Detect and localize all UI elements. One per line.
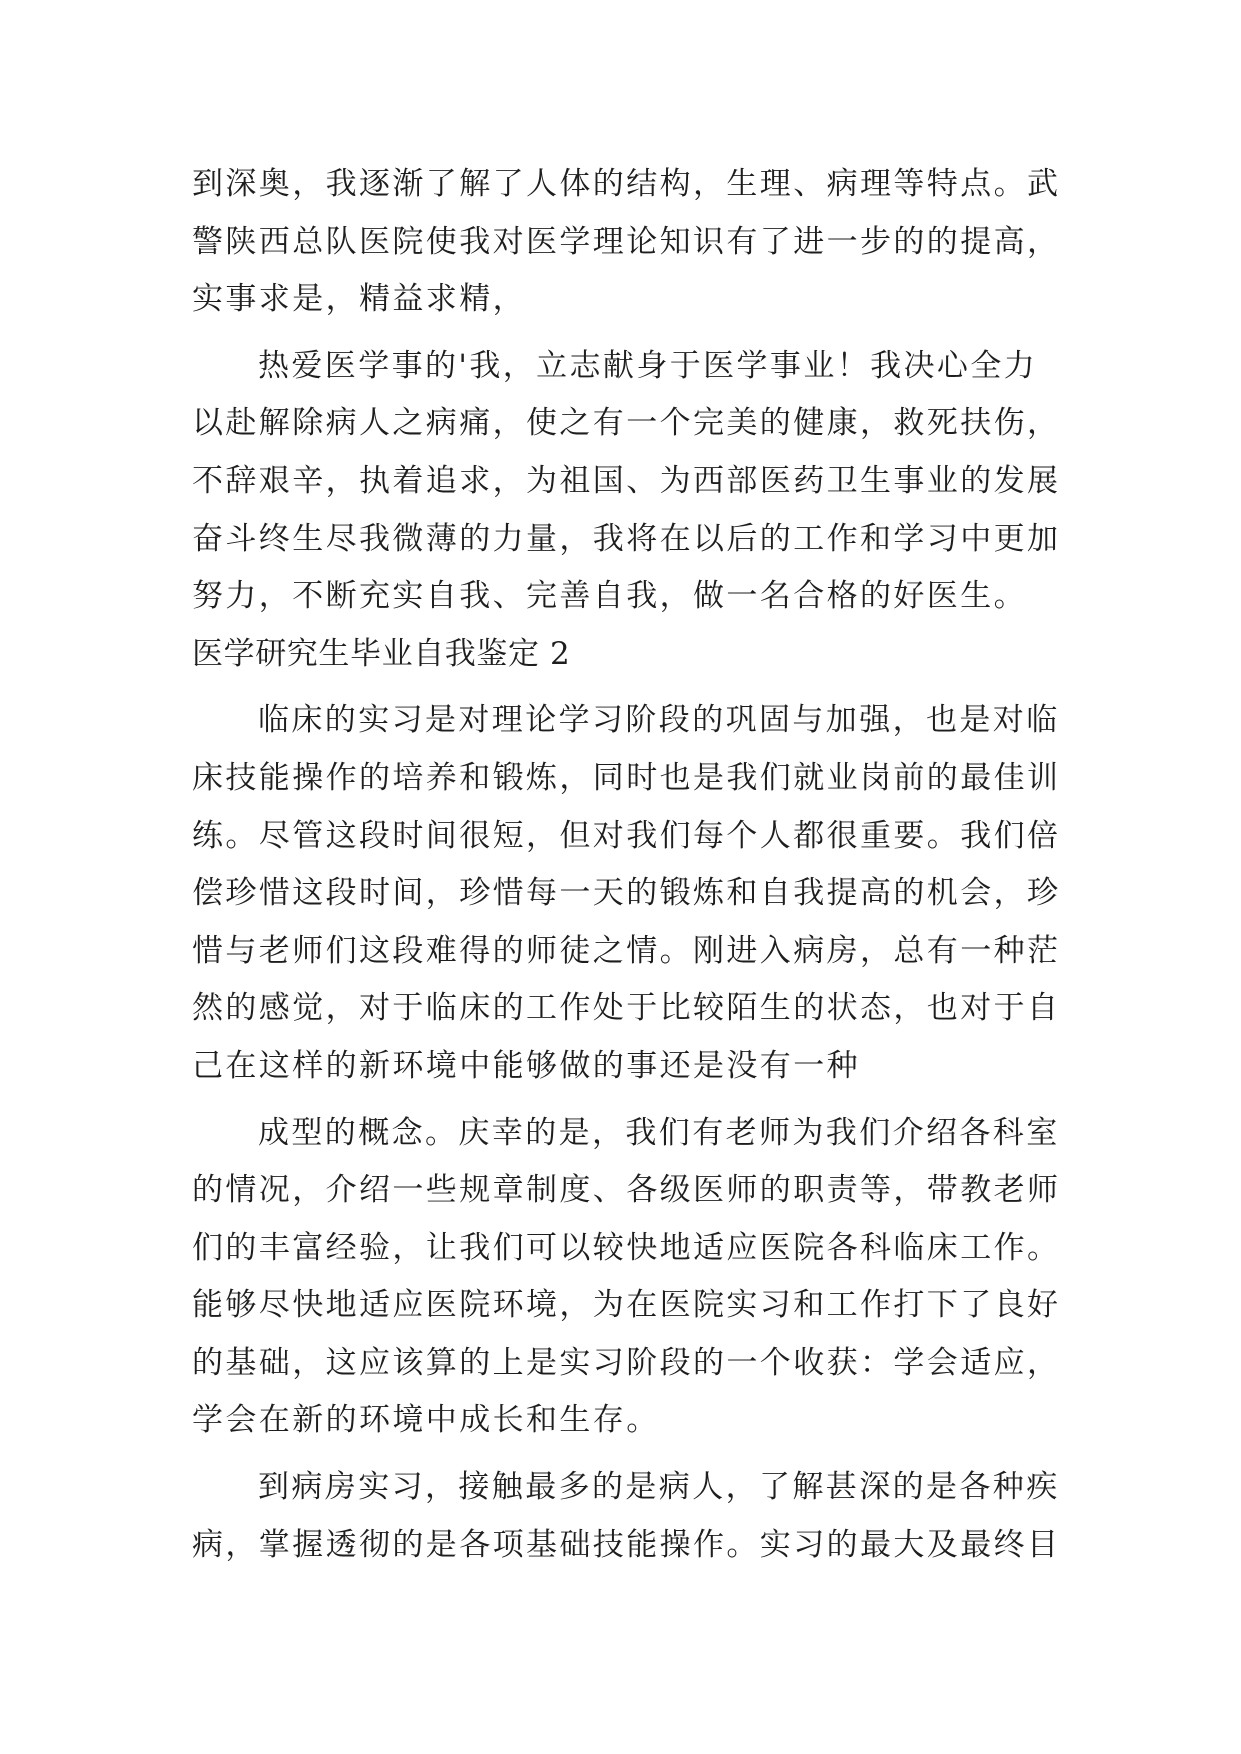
text-line: 热爱医学事的'我，立志献身于医学事业！我决心全力 — [258, 347, 1038, 384]
text-line: 的情况，介绍一些规章制度、各级医师的职责等，带教老师 — [192, 1172, 1061, 1209]
document-body — [192, 156, 1072, 1574]
text-line: 然的感觉，对于临床的工作处于比较陌生的状态，也对于自 — [192, 990, 1061, 1027]
text-line: 病，掌握透彻的是各项基础技能操作。实习的最大及最终目 — [192, 1526, 1061, 1563]
paragraph — [192, 1105, 1072, 1451]
text-line: 到深奥，我逐渐了解了人体的结构，生理、病理等特点。武 — [192, 166, 1061, 202]
text-line: 练。尽管这段时间很短，但对我们每个人都很重要。我们倍 — [192, 817, 1061, 854]
text-line: 到病房实习，接触最多的是病人，了解甚深的是各种疾 — [258, 1469, 1060, 1506]
text-line: 偿珍惜这段时间，珍惜每一天的锻炼和自我提高的机会，珍 — [192, 875, 1061, 912]
text-line: 们的丰富经验，让我们可以较快地适应医院各科临床工作。 — [192, 1229, 1061, 1266]
text-line: 不辞艰辛，执着追求，为祖国、为西部医药卫生事业的发展 — [192, 462, 1061, 499]
text-line: 成型的概念。庆幸的是，我们有老师为我们介绍各科室 — [258, 1114, 1060, 1151]
text-line: 以赴解除病人之病痛，使之有一个完美的健康，救死扶伤， — [192, 405, 1061, 442]
text-line: 警陕西总队医院使我对医学理论知识有了进一步的的提高， — [192, 223, 1061, 260]
section-heading — [192, 626, 1072, 684]
paragraph — [192, 156, 1072, 329]
text-line: 临床的实习是对理论学习阶段的巩固与加强，也是对临 — [258, 702, 1060, 739]
text-line: 惜与老师们这段难得的师徒之情。刚进入病房，总有一种茫 — [192, 932, 1061, 969]
text-line: 己在这样的新环境中能够做的事还是没有一种 — [192, 1047, 860, 1084]
text-line: 的基础，这应该算的上是实习阶段的一个收获：学会适应， — [192, 1344, 1061, 1381]
paragraph — [192, 1459, 1072, 1574]
text-line: 努力，不断充实自我、完善自我，做一名合格的好医生。 — [192, 578, 1027, 615]
text-line: 能够尽快地适应医院环境，为在医院实习和工作打下了良好 — [192, 1287, 1061, 1324]
text-line: 床技能操作的培养和锻炼，同时也是我们就业岗前的最佳训 — [192, 759, 1061, 796]
heading-text: 医学研究生毕业自我鉴定 2 — [192, 635, 571, 672]
paragraph — [192, 692, 1072, 1095]
text-line: 奋斗终生尽我微薄的力量，我将在以后的工作和学习中更加 — [192, 520, 1061, 557]
paragraph — [192, 338, 1072, 626]
text-line: 实事求是，精益求精， — [192, 281, 526, 318]
text-line: 学会在新的环境中成长和生存。 — [192, 1402, 660, 1439]
